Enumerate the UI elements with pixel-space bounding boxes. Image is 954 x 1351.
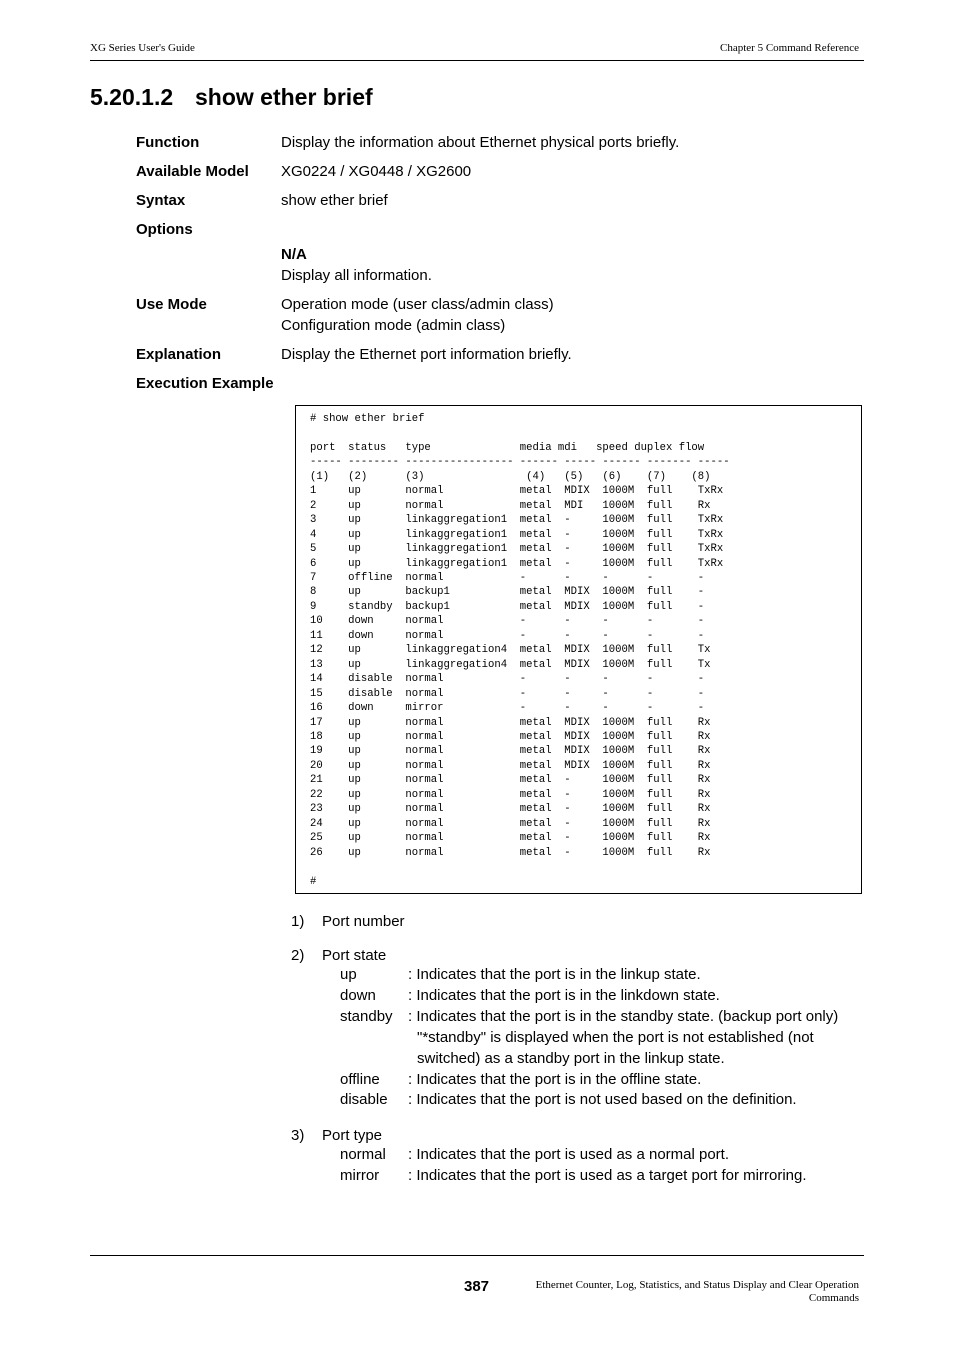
- options-label: Options: [136, 221, 193, 238]
- running-footer-line-2: Commands: [808, 1292, 859, 1304]
- use-mode-line-2: Configuration mode (admin class): [281, 317, 506, 334]
- execution-example-box: [295, 405, 862, 894]
- port-state-up-term: up: [340, 966, 357, 983]
- port-state-offline-term: offline: [340, 1071, 380, 1088]
- execution-example-label: Execution Example: [136, 375, 274, 392]
- port-state-standby-term: standby: [340, 1008, 393, 1025]
- section-number: 5.20.1.2: [90, 84, 174, 110]
- port-type-normal-term: normal: [340, 1146, 386, 1163]
- use-mode-label: Use Mode: [136, 296, 207, 313]
- note-3-number: 3): [291, 1127, 305, 1144]
- port-state-disable-term: disable: [340, 1091, 388, 1108]
- command-output: # show ether brief port status type media mdi speed duplex flow ----- -------- ----------------- ------ ----- ------ ------- ----- (1) (2) (3) (4) (5) (6) (7) (8) 1 up normal metal MDIX 1000M full TxRx 2 up normal metal MDI 1000M full Rx 3 up linkaggregation1 metal - 1000M full TxRx 4 up linkaggregation1 metal - 1000M full TxRx 5 up linkaggregation1 metal - 1000M full TxRx 6 up linkaggregation1 metal - 1000M full TxRx 7 offline normal - - - - - 8 up backup1 metal MDIX 1000M full - 9 standby backup1 metal MDIX 1000M full - 10 down normal - - - - - 11 down normal - - - - - 12 up linkaggregation4 metal MDIX 1000M full Tx 13 up linkaggregation4 metal MDIX 1000M full Tx 14 disable normal - - - - - 15 disable normal - - - - - 16 down mirror - - - - - 17 up normal metal MDIX 1000M full Rx 18 up normal metal MDIX 1000M full Rx 19 up normal metal MDIX 1000M full Rx 20 up normal metal MDIX 1000M full Rx 21 up normal metal - 1000M full Rx 22 up normal metal - 1000M full Rx 23 up normal metal - 1000M full Rx 24 up normal metal - 1000M full Rx 25 up normal metal - 1000M full Rx 26 up normal metal - 1000M full Rx #: [310, 413, 730, 888]
- function-value: Display the information about Ethernet physical ports briefly.: [281, 134, 680, 151]
- port-type-mirror-term: mirror: [340, 1167, 380, 1184]
- note-1-title: Port number: [322, 913, 405, 930]
- running-footer-line-1: Ethernet Counter, Log, Statistics, and Status Display and Clear Operation: [535, 1279, 859, 1291]
- port-state-down-desc: : Indicates that the port is in the linkdown state.: [408, 987, 720, 1004]
- running-header-left: XG Series User's Guide: [90, 42, 195, 54]
- note-2-number: 2): [291, 947, 305, 964]
- explanation-value: Display the Ethernet port information briefly.: [281, 346, 572, 363]
- option-description: Display all information.: [281, 267, 432, 284]
- footer-rule: [90, 1255, 864, 1256]
- available-model-label: Available Model: [136, 163, 249, 180]
- port-state-offline-desc: : Indicates that the port is in the offline state.: [408, 1071, 702, 1088]
- section-title: show ether brief: [195, 84, 373, 110]
- section-heading: [90, 84, 373, 111]
- port-state-down-term: down: [340, 987, 376, 1004]
- page-number: 387: [464, 1278, 490, 1295]
- function-label: Function: [136, 134, 200, 151]
- port-type-normal-desc: : Indicates that the port is used as a normal port.: [408, 1146, 730, 1163]
- note-2-title: Port state: [322, 947, 387, 964]
- option-name: N/A: [281, 246, 307, 263]
- note-1-number: 1): [291, 913, 305, 930]
- available-model-value: XG0224 / XG0448 / XG2600: [281, 163, 472, 180]
- explanation-label: Explanation: [136, 346, 222, 363]
- note-3-title: Port type: [322, 1127, 383, 1144]
- syntax-label: Syntax: [136, 192, 186, 209]
- port-state-disable-desc: : Indicates that the port is not used based on the definition.: [408, 1091, 797, 1108]
- port-state-standby-note-2: switched) as a standby port in the linkup state.: [417, 1050, 725, 1067]
- port-state-standby-note-1: "*standby" is displayed when the port is not established (not: [417, 1029, 814, 1046]
- port-type-mirror-desc: : Indicates that the port is used as a target port for mirroring.: [408, 1167, 807, 1184]
- running-header-right: Chapter 5 Command Reference: [720, 42, 859, 54]
- syntax-value: show ether brief: [281, 192, 388, 209]
- header-rule: [90, 60, 864, 61]
- use-mode-line-1: Operation mode (user class/admin class): [281, 296, 554, 313]
- port-state-standby-desc: : Indicates that the port is in the standby state. (backup port only): [408, 1008, 839, 1025]
- running-footer: [536, 1279, 859, 1305]
- port-state-up-desc: : Indicates that the port is in the linkup state.: [408, 966, 701, 983]
